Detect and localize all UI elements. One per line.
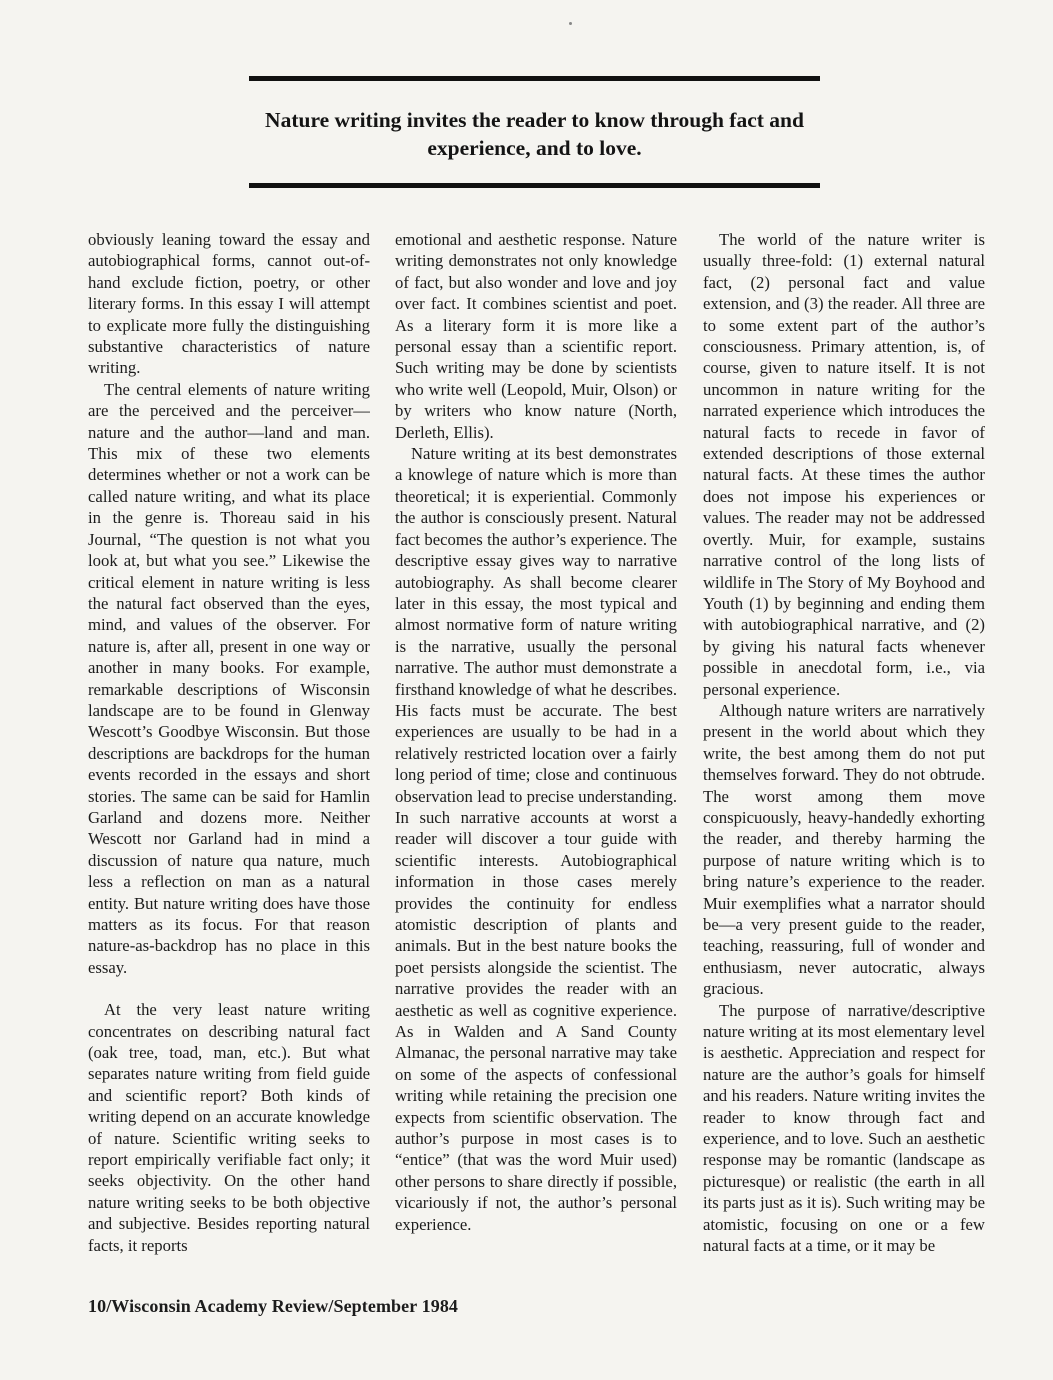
column-2 bbox=[395, 229, 677, 1289]
paragraph: The purpose of narrative/descriptive nature writing at its most elementary level is aesthetic. Appreciation and respect for nature are the author’s goals for himself and his readers. Nature writing invites the reader to know through fact and experience, and to love. Such an aesthetic response may be romantic (landscape as picturesque) or realistic (the earth in all its parts just as it is). Such writing may be atomistic, focusing on one or a few natural facts at a time, or it may be bbox=[703, 1000, 985, 1256]
paragraph: The central elements of nature writing are the perceived and the perceiver—nature and the author—land and man. This mix of these two elements determines whether or not a work can be called nature writing, and what its place in the genre is. Thoreau said in his Journal, “The question is not what you look at, but what you see.” Likewise the critical element in nature writing is less the natural fact observed than the eyes, mind, and values of the observer. For nature is, after all, present in one way or another in many books. For example, remarkable descriptions of Wisconsin landscape are to be found in Glenway Wescott’s Goodbye Wisconsin. But those descriptions are backdrops for the human events recorded in the essays and short stories. The same can be said for Hamlin Garland and dozens more. Neither Wescott nor Garland had in mind a discussion of nature qua nature, much less a reflection on man as a natural entity. But nature writing does have those matters as its focus. For that reason nature-as-backdrop has no place in this essay. bbox=[88, 379, 370, 977]
pull-quote-top-rule bbox=[249, 76, 820, 81]
paragraph: obviously leaning toward the essay and autobiographical forms, cannot out-of-hand exclude fiction, poetry, or other literary forms. In this essay I will attempt to explicate more fully the distinguishing substantive characteristics of nature writing. bbox=[88, 230, 370, 378]
paragraph: emotional and aesthetic response. Nature writing demonstrates not only knowledge of fact, but also wonder and love and joy over fact. It combines scientist and poet. As a literary form it is more like a personal essay than a scientific report. Such writing may be done by scientists who write well (Leopold, Muir, Olson) or by writers who know nature (North, Derleth, Ellis). bbox=[395, 230, 677, 442]
pull-quote-bottom-rule bbox=[249, 183, 820, 188]
paragraph: Nature writing at its best demonstrates a knowlege of nature which is more than theoretical; it is experiential. Commonly the author is consciously present. Natural fact becomes the author’s experience. The descriptive essay gives way to narrative autobiography. As shall become clearer later in this essay, the most typical and almost normative form of nature writing is the narrative, usually the personal narrative. The author must demonstrate a firsthand knowledge of what he describes. His facts must be accurate. The best experiences are usually to be had in a relatively restricted location over a fairly long period of time; close and continuous observation lead to precise understanding. In such narrative accounts at worst a reader will discover a tour guide with scientific interests. Autobiographical information in those cases merely provides the continuity for endless atomistic description of plants and animals. But in the best nature books the poet persists alongside the scientist. The narrative provides the reader with an aesthetic as well as cognitive experience. As in Walden and A Sand County Almanac, the personal narrative may take on some of the aspects of confessional writing while retaining the precision one expects from scientific observation. The author’s purpose in most cases is to “entice” (that was the word Muir used) other persons to share directly if possible, vicariously if not, the author’s personal experience. bbox=[395, 444, 677, 1234]
scan-speck bbox=[569, 22, 572, 25]
column-3 bbox=[703, 229, 985, 1289]
column-1 bbox=[88, 229, 370, 1289]
paragraph: At the very least nature writing concentrates on describing natural fact (oak tree, toad, man, etc.). But what separates nature writing from field guide and scientific report? Both kinds of writing depend on an accurate knowledge of nature. Scientific writing seeks to report empirically verifiable fact only; it seeks objectivity. On the other hand nature writing seeks to be both objective and subjective. Besides reporting natural facts, it reports bbox=[88, 1000, 370, 1255]
page-footer: 10/Wisconsin Academy Review/September 1984 bbox=[88, 1296, 459, 1316]
paragraph: Although nature writers are narratively present in the world about which they write, the best among them do not put themselves forward. They do not obtrude. The worst among them move conspicuously, heavy-handedly exhorting the reader, and thereby harming the purpose of nature writing which is to bring nature’s experience to the reader. Muir exemplifies what a narrator should be—a very present guide to the reader, teaching, reassuring, full of wonder and enthusiasm, never autocratic, always gracious. bbox=[703, 700, 985, 999]
paragraph: The world of the nature writer is usually three-fold: (1) external natural fact, (2) personal fact and value extension, and (3) the reader. All three are to some extent part of the author’s consciousness. Primary attention, is, of course, given to nature itself. It is not uncommon in nature writing for the narrated experience which introduces the natural facts to recede in favor of extended descriptions of those external natural facts. At these times the author does not impose his experiences or values. The reader may not be addressed overtly. Muir, for example, sustains narrative control of the long lists of wildlife in The Story of My Boyhood and Youth (1) by beginning and ending them with autobiographical narrative, and (2) by giving his natural facts whenever possible in anecdotal form, i.e., via personal experience. bbox=[703, 230, 985, 699]
pull-quote: Nature writing invites the reader to know through fact and experience, and to love. bbox=[265, 108, 804, 160]
